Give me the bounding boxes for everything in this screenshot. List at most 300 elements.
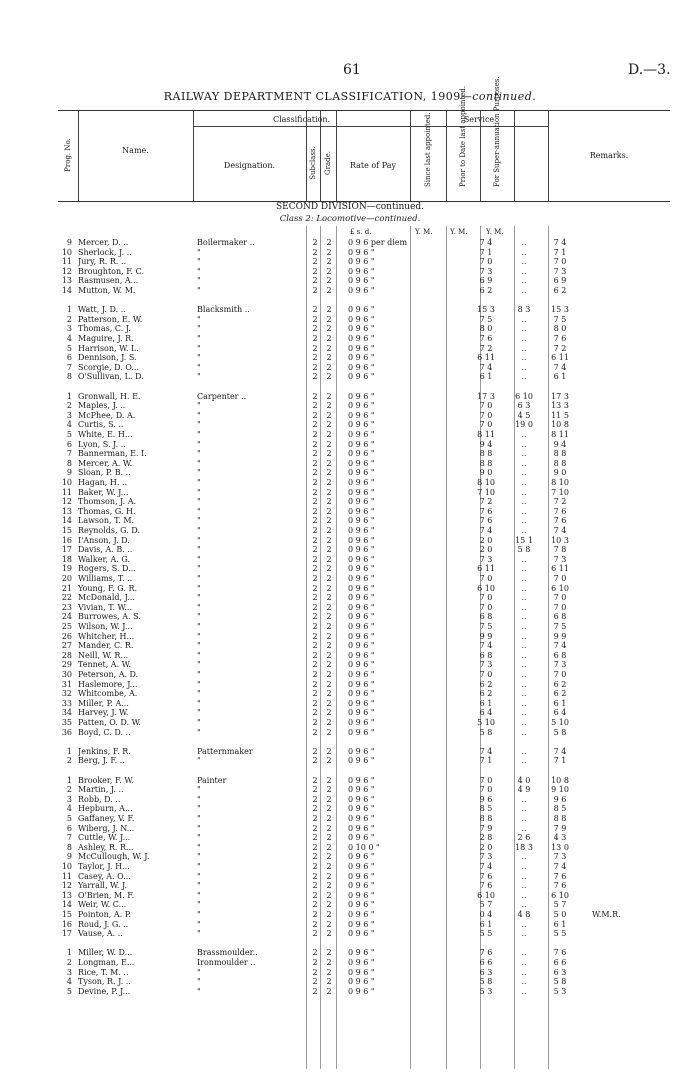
cell-no: 1 <box>66 746 72 756</box>
cell-sub: 2 <box>312 746 318 756</box>
cell-pay: 0 9 6 " <box>348 593 375 603</box>
cell-des: " <box>197 785 201 795</box>
cell-p2: .. <box>521 862 527 871</box>
cell-p2: .. <box>521 650 527 660</box>
cell-des: Brassmoulder.. <box>197 948 258 958</box>
cell-name: Sherlock, J. .. <box>78 247 132 257</box>
cell-p2: .. <box>521 708 527 718</box>
cell-s1: 6 1 <box>479 698 493 708</box>
cell-des: " <box>197 362 201 372</box>
cell-sub: 2 <box>312 458 318 468</box>
table-row <box>58 305 670 315</box>
cell-grd: 2 <box>326 650 332 660</box>
cell-no: 4 <box>66 334 72 343</box>
cell-p2: 6 10 <box>515 391 533 401</box>
cell-des: " <box>197 324 201 334</box>
cell-des: " <box>197 977 201 987</box>
table-row <box>58 420 670 430</box>
cell-sub: 2 <box>312 650 318 660</box>
cell-grd: 2 <box>326 554 332 564</box>
cell-p4: 6 10 <box>551 890 569 900</box>
cell-no: 36 <box>61 727 72 737</box>
cell-pay: 0 9 6 " <box>348 516 375 526</box>
table-row <box>58 488 670 498</box>
cell-no: 24 <box>61 612 72 622</box>
cell-grd: 2 <box>326 823 332 833</box>
cell-s1: 5 5 <box>479 929 493 939</box>
cell-p2: .. <box>521 689 527 699</box>
cell-sub: 2 <box>312 612 318 622</box>
cell-grd: 2 <box>326 439 332 449</box>
cell-grd: 2 <box>326 689 332 699</box>
cell-p4: 9 0 <box>553 468 567 478</box>
cell-pay: 0 9 6 " <box>348 324 375 334</box>
cell-name: Boyd, C. D. .. <box>78 727 131 737</box>
cell-pay: 0 9 6 " <box>348 602 375 612</box>
cell-p4: 7 6 <box>553 506 567 516</box>
cell-s1: 5 7 <box>479 900 493 910</box>
cell-pay: 0 9 6 " <box>348 698 375 708</box>
cell-sub: 2 <box>312 305 318 315</box>
cell-pay: 0 9 6 " <box>348 958 375 967</box>
cell-p2: .. <box>521 670 527 679</box>
cell-s1: 8 11 <box>477 430 495 439</box>
cell-p4: 8 8 <box>553 814 567 823</box>
cell-p2: 4 5 <box>517 410 531 420</box>
cell-grd: 2 <box>326 919 332 929</box>
cell-name: Maguire, J. R. <box>78 334 134 343</box>
cell-des: " <box>197 622 201 631</box>
cell-sub: 2 <box>312 535 318 545</box>
cell-s1: 7 10 <box>477 487 495 497</box>
cell-s1: 7 0 <box>479 593 493 603</box>
cell-name: Burrowes, A. S. <box>78 612 141 622</box>
cell-pay: 0 9 6 " <box>348 650 375 660</box>
cell-no: 16 <box>61 535 72 545</box>
cell-name: Rice, T. M. .. <box>78 967 129 977</box>
cell-s1: 0 4 <box>479 910 493 919</box>
cell-name: Pointon, A. P. <box>78 910 132 919</box>
table-row <box>58 651 670 661</box>
cell-grd: 2 <box>326 574 332 583</box>
cell-s1: 9 0 <box>479 468 493 478</box>
cell-des: " <box>197 410 201 420</box>
cell-name: Rasmusen, A... <box>78 276 139 286</box>
cell-p2: .. <box>521 343 527 353</box>
cell-p4: 7 9 <box>553 823 567 833</box>
table-row <box>58 593 670 603</box>
cell-name: Mander, C. R. <box>78 641 134 651</box>
cell-no: 12 <box>61 497 72 507</box>
cell-pay: 0 9 6 " <box>348 833 375 843</box>
cell-p2: .. <box>521 516 527 526</box>
cell-p2: .. <box>521 497 527 507</box>
cell-name: Casey, A. O... <box>78 871 131 881</box>
cell-sub: 2 <box>312 890 318 900</box>
cell-des: " <box>197 756 201 766</box>
cell-des: " <box>197 564 201 574</box>
cell-grd: 2 <box>326 334 332 343</box>
cell-p2: .. <box>521 362 527 372</box>
cell-des: Blacksmith .. <box>197 305 250 315</box>
table-row <box>58 353 670 363</box>
cell-s1: 7 3 <box>479 554 493 564</box>
cell-p2: .. <box>521 986 527 996</box>
cell-sub: 2 <box>312 353 318 363</box>
cell-grd: 2 <box>326 670 332 679</box>
cell-p2: .. <box>521 814 527 823</box>
cell-grd: 2 <box>326 391 332 401</box>
cell-s1: 17 3 <box>477 391 495 401</box>
cell-p2: .. <box>521 449 527 459</box>
cell-no: 26 <box>61 631 72 641</box>
cell-no: 7 <box>66 449 72 459</box>
cell-no: 9 <box>66 468 72 478</box>
cell-name: Yarrall, W. J. <box>78 881 128 891</box>
cell-sub: 2 <box>312 401 318 411</box>
cell-des: " <box>197 862 201 871</box>
cell-pay: 0 9 6 per diem <box>348 238 408 247</box>
cell-no: 11 <box>61 487 72 497</box>
cell-p2: 4 9 <box>517 785 531 795</box>
cell-grd: 2 <box>326 506 332 516</box>
cell-p2: .. <box>521 257 527 267</box>
cell-name: Martin, J. .. <box>78 785 124 795</box>
cell-p2: 4 8 <box>517 910 531 919</box>
cell-des: " <box>197 679 201 689</box>
cell-grd: 2 <box>326 602 332 612</box>
cell-p4: 7 6 <box>553 881 567 891</box>
cell-no: 34 <box>61 708 72 718</box>
cell-des: " <box>197 276 201 286</box>
table-row <box>58 545 670 555</box>
cell-name: Berg, J. F. .. <box>78 756 125 766</box>
cell-name: Rogers, S. D... <box>78 564 136 574</box>
cell-sub: 2 <box>312 794 318 804</box>
cell-grd: 2 <box>326 929 332 939</box>
cell-p2: .. <box>521 890 527 900</box>
cell-pay: 0 9 6 " <box>348 276 375 286</box>
cell-p4: 6 6 <box>553 958 567 967</box>
cell-no: 28 <box>61 650 72 660</box>
cell-s1: 7 4 <box>479 238 493 247</box>
cell-sub: 2 <box>312 679 318 689</box>
cell-s1: 8 5 <box>479 804 493 814</box>
cell-name: Thomas, C. J. <box>78 324 131 334</box>
cell-p2: 15 1 <box>515 535 533 545</box>
cell-s1: 7 6 <box>479 516 493 526</box>
cell-s1: 7 2 <box>479 343 493 353</box>
cell-des: " <box>197 526 201 535</box>
cell-grd: 2 <box>326 468 332 478</box>
prior-to-date-heading: Prior to Date last appointed. <box>459 85 467 187</box>
cell-sub: 2 <box>312 362 318 372</box>
cell-name: Vause, A. .. <box>78 929 123 939</box>
cell-pay: 0 9 6 " <box>348 497 375 507</box>
table-row <box>58 632 670 642</box>
cell-pay: 0 9 6 " <box>348 977 375 987</box>
cell-no: 4 <box>66 804 72 814</box>
cell-name: Broughton, F. C. <box>78 266 144 276</box>
ym-heading-since: Y. M. <box>415 228 433 236</box>
cell-pay: 0 9 6 " <box>348 746 375 756</box>
cell-grd: 2 <box>326 881 332 891</box>
cell-no: 3 <box>66 410 72 420</box>
cell-no: 7 <box>66 362 72 372</box>
cell-name: Vivian, T. W... <box>78 602 132 612</box>
cell-sub: 2 <box>312 708 318 718</box>
cell-no: 2 <box>66 314 72 324</box>
cell-s1: 9 9 <box>479 631 493 641</box>
cell-p2: .. <box>521 919 527 929</box>
cell-s1: 6 6 <box>479 958 493 967</box>
cell-no: 15 <box>61 526 72 535</box>
table-row <box>58 929 670 939</box>
cell-p4: 5 10 <box>551 718 569 727</box>
cell-no: 6 <box>66 823 72 833</box>
cell-p4: 6 11 <box>551 353 569 363</box>
cell-des: Patternmaker <box>197 746 253 756</box>
cell-p2: .. <box>521 324 527 334</box>
table-row <box>58 833 670 843</box>
cell-pay: 0 9 6 " <box>348 286 375 295</box>
cell-no: 22 <box>61 593 72 603</box>
table-row <box>58 756 670 766</box>
cell-grd: 2 <box>326 238 332 247</box>
cell-grd: 2 <box>326 266 332 276</box>
cell-grd: 2 <box>326 718 332 727</box>
cell-pay: 0 9 6 " <box>348 660 375 670</box>
cell-no: 33 <box>61 698 72 708</box>
cell-sub: 2 <box>312 631 318 641</box>
cell-grd: 2 <box>326 698 332 708</box>
table-row <box>58 680 670 690</box>
cell-name: Watt, J. D. .. <box>78 305 126 315</box>
cell-name: Wiberg, J. N... <box>78 823 135 833</box>
cell-name: Roud, J. G. .. <box>78 919 129 929</box>
cell-grd: 2 <box>326 276 332 286</box>
table-row <box>58 411 670 421</box>
cell-pay: 0 9 6 " <box>348 353 375 363</box>
cell-p4: 7 2 <box>553 497 567 507</box>
section-subtitle: Class 2: Locomotive—continued. <box>279 214 421 224</box>
cell-s1: 7 3 <box>479 852 493 862</box>
cell-p4: 5 7 <box>553 900 567 910</box>
cell-grd: 2 <box>326 977 332 987</box>
cell-sub: 2 <box>312 727 318 737</box>
cell-s1: 7 3 <box>479 660 493 670</box>
cell-des: " <box>197 372 201 382</box>
cell-grd: 2 <box>326 526 332 535</box>
cell-grd: 2 <box>326 430 332 439</box>
cell-sub: 2 <box>312 862 318 871</box>
cell-grd: 2 <box>326 410 332 420</box>
cell-des: Painter <box>197 775 227 785</box>
cell-p4: 10 8 <box>551 775 569 785</box>
name-heading: Name. <box>122 146 149 155</box>
table-row <box>58 516 670 526</box>
cell-des: " <box>197 516 201 526</box>
cell-pay: 0 9 6 " <box>348 257 375 267</box>
cell-sub: 2 <box>312 756 318 766</box>
cell-pay: 0 9 6 " <box>348 458 375 468</box>
cell-no: 23 <box>61 602 72 612</box>
cell-sub: 2 <box>312 833 318 843</box>
cell-no: 8 <box>66 458 72 468</box>
cell-no: 30 <box>61 670 72 679</box>
cell-pay: 0 9 6 " <box>348 871 375 881</box>
cell-s1: 6 4 <box>479 708 493 718</box>
table-row <box>58 536 670 546</box>
cell-no: 5 <box>66 986 72 996</box>
cell-p4: 6 2 <box>553 689 567 699</box>
cell-pay: 0 9 6 " <box>348 986 375 996</box>
cell-des: " <box>197 439 201 449</box>
table-row <box>58 334 670 344</box>
cell-pay: 0 9 6 " <box>348 343 375 353</box>
table-row <box>58 891 670 901</box>
table-row <box>58 900 670 910</box>
cell-pay: 0 9 6 " <box>348 890 375 900</box>
cell-grd: 2 <box>326 814 332 823</box>
cell-p4: 7 4 <box>553 526 567 535</box>
table-row <box>58 372 670 382</box>
cell-s1: 6 10 <box>477 890 495 900</box>
cell-no: 13 <box>61 276 72 286</box>
cell-name: Mutton, W. M. <box>78 286 136 295</box>
cell-p4: 7 0 <box>553 574 567 583</box>
cell-s1: 7 6 <box>479 506 493 516</box>
cell-name: Hepburn, A... <box>78 804 133 814</box>
cell-sub: 2 <box>312 910 318 919</box>
cell-no: 18 <box>61 554 72 564</box>
cell-name: O'Sullivan, L. D. <box>78 372 144 382</box>
table-row <box>58 948 670 958</box>
cell-name: Sloan, P. B. .. <box>78 468 131 478</box>
cell-pay: 0 9 6 " <box>348 929 375 939</box>
cell-des: " <box>197 334 201 343</box>
cell-p4: 7 4 <box>553 746 567 756</box>
cell-pay: 0 9 6 " <box>348 967 375 977</box>
cell-des: " <box>197 487 201 497</box>
cell-grd: 2 <box>326 910 332 919</box>
cell-pay: 0 9 6 " <box>348 526 375 535</box>
cell-no: 2 <box>66 756 72 766</box>
cell-no: 25 <box>61 622 72 631</box>
cell-name: Taylor, J. H... <box>78 862 130 871</box>
cell-p4: 7 4 <box>553 862 567 871</box>
cell-p2: .. <box>521 564 527 574</box>
cell-s1: 5 8 <box>479 977 493 987</box>
cell-name: Miller, W. D... <box>78 948 133 958</box>
table-row <box>58 824 670 834</box>
cell-grd: 2 <box>326 631 332 641</box>
table-row <box>58 459 670 469</box>
cell-pay: 0 9 6 " <box>348 631 375 641</box>
cell-grd: 2 <box>326 305 332 315</box>
cell-p2: .. <box>521 430 527 439</box>
cell-name: Haslemore, J... <box>78 679 138 689</box>
cell-sub: 2 <box>312 670 318 679</box>
cell-no: 2 <box>66 785 72 795</box>
table-row <box>58 286 670 296</box>
cell-no: 11 <box>61 871 72 881</box>
cell-no: 1 <box>66 305 72 315</box>
cell-p4: 17 3 <box>551 391 569 401</box>
cell-pay: 0 9 6 " <box>348 708 375 718</box>
cell-sub: 2 <box>312 276 318 286</box>
cell-grd: 2 <box>326 986 332 996</box>
cell-s1: 7 4 <box>479 362 493 372</box>
cell-p2: .. <box>521 881 527 891</box>
cell-des: " <box>197 353 201 363</box>
cell-p4: 15 3 <box>551 305 569 315</box>
cell-des: " <box>197 535 201 545</box>
table-row <box>58 526 670 536</box>
cell-no: 31 <box>61 679 72 689</box>
cell-name: Whitcombe, A. <box>78 689 138 699</box>
cell-grd: 2 <box>326 871 332 881</box>
cell-sub: 2 <box>312 497 318 507</box>
cell-grd: 2 <box>326 257 332 267</box>
cell-des: " <box>197 631 201 641</box>
subclass-heading: Subclass. <box>309 146 317 180</box>
cell-p2: .. <box>521 698 527 708</box>
cell-name: Davis, A. B. .. <box>78 545 133 555</box>
cell-name: Devine, P. J... <box>78 986 131 996</box>
cell-name: Gronwall, H. E. <box>78 391 141 401</box>
cell-no: 15 <box>61 910 72 919</box>
cell-s1: 6 1 <box>479 919 493 929</box>
cell-grd: 2 <box>326 545 332 555</box>
cell-s1: 7 0 <box>479 602 493 612</box>
cell-sub: 2 <box>312 286 318 295</box>
cell-p4: 9 9 <box>553 631 567 641</box>
cell-pay: 0 9 6 " <box>348 545 375 555</box>
cell-p4: 6 4 <box>553 708 567 718</box>
cell-p4: 7 5 <box>553 622 567 631</box>
cell-pay: 0 9 6 " <box>348 468 375 478</box>
cell-sub: 2 <box>312 785 318 795</box>
cell-p4: 7 6 <box>553 334 567 343</box>
cell-grd: 2 <box>326 862 332 871</box>
cell-p4: 6 2 <box>553 286 567 295</box>
cell-name: Maples, J. .. <box>78 401 126 411</box>
cell-no: 14 <box>61 900 72 910</box>
cell-pay: 0 9 6 " <box>348 852 375 862</box>
cell-name: Brooker, F. W. <box>78 775 134 785</box>
cell-p4: 7 0 <box>553 602 567 612</box>
cell-pay: 0 9 6 " <box>348 919 375 929</box>
cell-p4: 7 0 <box>553 670 567 679</box>
cell-sub: 2 <box>312 334 318 343</box>
title-main: RAILWAY DEPARTMENT CLASSIFICATION, 1909— <box>163 90 473 103</box>
cell-p4: 8 10 <box>551 478 569 487</box>
table-row <box>58 843 670 853</box>
cell-p2: .. <box>521 746 527 756</box>
cell-p2: .. <box>521 660 527 670</box>
cell-name: White, E. H... <box>78 430 133 439</box>
service-heading: Service <box>463 115 495 124</box>
cell-no: 2 <box>66 958 72 967</box>
cell-grd: 2 <box>326 967 332 977</box>
cell-pay: 0 9 6 " <box>348 420 375 430</box>
cell-p4: 8 5 <box>553 804 567 814</box>
cell-p2: 8 3 <box>517 305 531 315</box>
cell-grd: 2 <box>326 353 332 363</box>
cell-des: " <box>197 458 201 468</box>
cell-grd: 2 <box>326 372 332 382</box>
